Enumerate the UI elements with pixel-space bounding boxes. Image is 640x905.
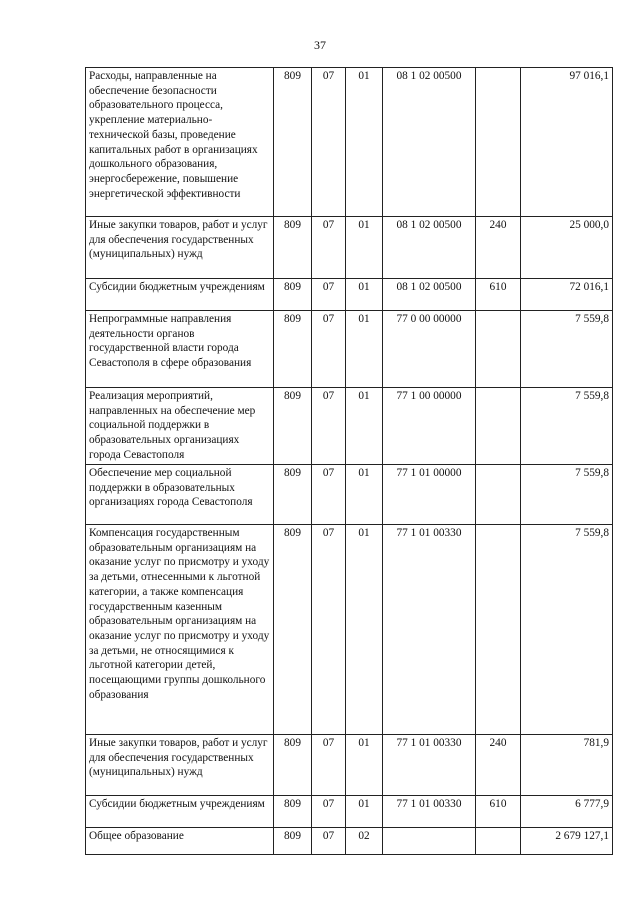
row-name: Общее образование	[86, 828, 274, 855]
row-sum: 25 000,0	[521, 217, 613, 279]
row-rz: 07	[312, 796, 346, 828]
table-row	[86, 828, 613, 855]
page-number: 37	[314, 38, 326, 52]
row-name: Субсидии бюджетным учреждениям	[86, 796, 274, 828]
row-csr: 08 1 02 00500	[383, 279, 476, 311]
row-vr	[476, 68, 521, 217]
row-ved: 809	[274, 525, 312, 735]
row-rz: 07	[312, 217, 346, 279]
row-sum: 2 679 127,1	[521, 828, 613, 855]
row-ved: 809	[274, 388, 312, 465]
row-pr: 01	[346, 217, 383, 279]
table-row	[86, 279, 613, 311]
row-name: Реализация мероприятий, направленных на обеспечение мер социальной поддержки в образовательных организациях города Севастополя	[86, 388, 274, 465]
row-ved: 809	[274, 311, 312, 388]
row-sum: 97 016,1	[521, 68, 613, 217]
row-pr: 01	[346, 465, 383, 525]
row-ved: 809	[274, 828, 312, 855]
row-name: Компенсация государственным образовательным организациям на оказание услуг по присмотру и уходу за детьми, отнесенными к льготной категории, а также компенсация государственным казенным образовательным организациям на оказание услуг по присмотру и уходу за детьми, не относящимися к льготной категории детей, посещающими группы дошкольного образования	[86, 525, 274, 735]
row-name: Обеспечение мер социальной поддержки в образовательных организациях города Севастополя	[86, 465, 274, 525]
row-name: Субсидии бюджетным учреждениям	[86, 279, 274, 311]
row-csr: 77 1 01 00330	[383, 735, 476, 796]
row-rz: 07	[312, 68, 346, 217]
row-ved: 809	[274, 796, 312, 828]
row-vr	[476, 828, 521, 855]
table-row	[86, 465, 613, 525]
row-rz: 07	[312, 311, 346, 388]
row-rz: 07	[312, 465, 346, 525]
row-name: Иные закупки товаров, работ и услуг для обеспечения государственных (муниципальных) нужд	[86, 735, 274, 796]
row-sum: 6 777,9	[521, 796, 613, 828]
row-vr: 610	[476, 796, 521, 828]
row-rz: 07	[312, 388, 346, 465]
table-row	[86, 311, 613, 388]
row-sum: 7 559,8	[521, 311, 613, 388]
table-row	[86, 68, 613, 217]
row-vr	[476, 465, 521, 525]
row-csr: 08 1 02 00500	[383, 217, 476, 279]
row-ved: 809	[274, 735, 312, 796]
row-pr: 02	[346, 828, 383, 855]
row-ved: 809	[274, 217, 312, 279]
table-row	[86, 525, 613, 735]
row-pr: 01	[346, 311, 383, 388]
table-row	[86, 796, 613, 828]
row-csr: 77 1 01 00330	[383, 525, 476, 735]
row-sum: 7 559,8	[521, 525, 613, 735]
row-sum: 7 559,8	[521, 465, 613, 525]
row-rz: 07	[312, 828, 346, 855]
row-csr: 77 1 00 00000	[383, 388, 476, 465]
row-pr: 01	[346, 388, 383, 465]
row-ved: 809	[274, 279, 312, 311]
row-name: Иные закупки товаров, работ и услуг для обеспечения государственных (муниципальных) нужд	[86, 217, 274, 279]
row-csr: 77 1 01 00000	[383, 465, 476, 525]
row-pr: 01	[346, 735, 383, 796]
row-ved: 809	[274, 68, 312, 217]
row-rz: 07	[312, 525, 346, 735]
row-name: Непрограммные направления деятельности органов государственной власти города Севастополя в сфере образования	[86, 311, 274, 388]
row-rz: 07	[312, 735, 346, 796]
row-rz: 07	[312, 279, 346, 311]
row-sum: 7 559,8	[521, 388, 613, 465]
table-row	[86, 388, 613, 465]
row-csr: 77 0 00 00000	[383, 311, 476, 388]
row-name: Расходы, направленные на обеспечение безопасности образовательного процесса, укрепление материально-технической базы, проведение капитальных работ в организациях дошкольного образования, энергосбережение, повышение энергетической эффективности	[86, 68, 274, 217]
row-csr: 08 1 02 00500	[383, 68, 476, 217]
row-csr: 77 1 01 00330	[383, 796, 476, 828]
row-pr: 01	[346, 279, 383, 311]
row-sum: 781,9	[521, 735, 613, 796]
row-vr	[476, 525, 521, 735]
row-pr: 01	[346, 525, 383, 735]
row-vr: 240	[476, 217, 521, 279]
budget-table	[85, 67, 613, 855]
table-row	[86, 217, 613, 279]
row-sum: 72 016,1	[521, 279, 613, 311]
row-vr: 240	[476, 735, 521, 796]
row-vr	[476, 388, 521, 465]
row-pr: 01	[346, 68, 383, 217]
row-vr: 610	[476, 279, 521, 311]
row-csr	[383, 828, 476, 855]
row-ved: 809	[274, 465, 312, 525]
row-pr: 01	[346, 796, 383, 828]
row-vr	[476, 311, 521, 388]
table-row	[86, 735, 613, 796]
